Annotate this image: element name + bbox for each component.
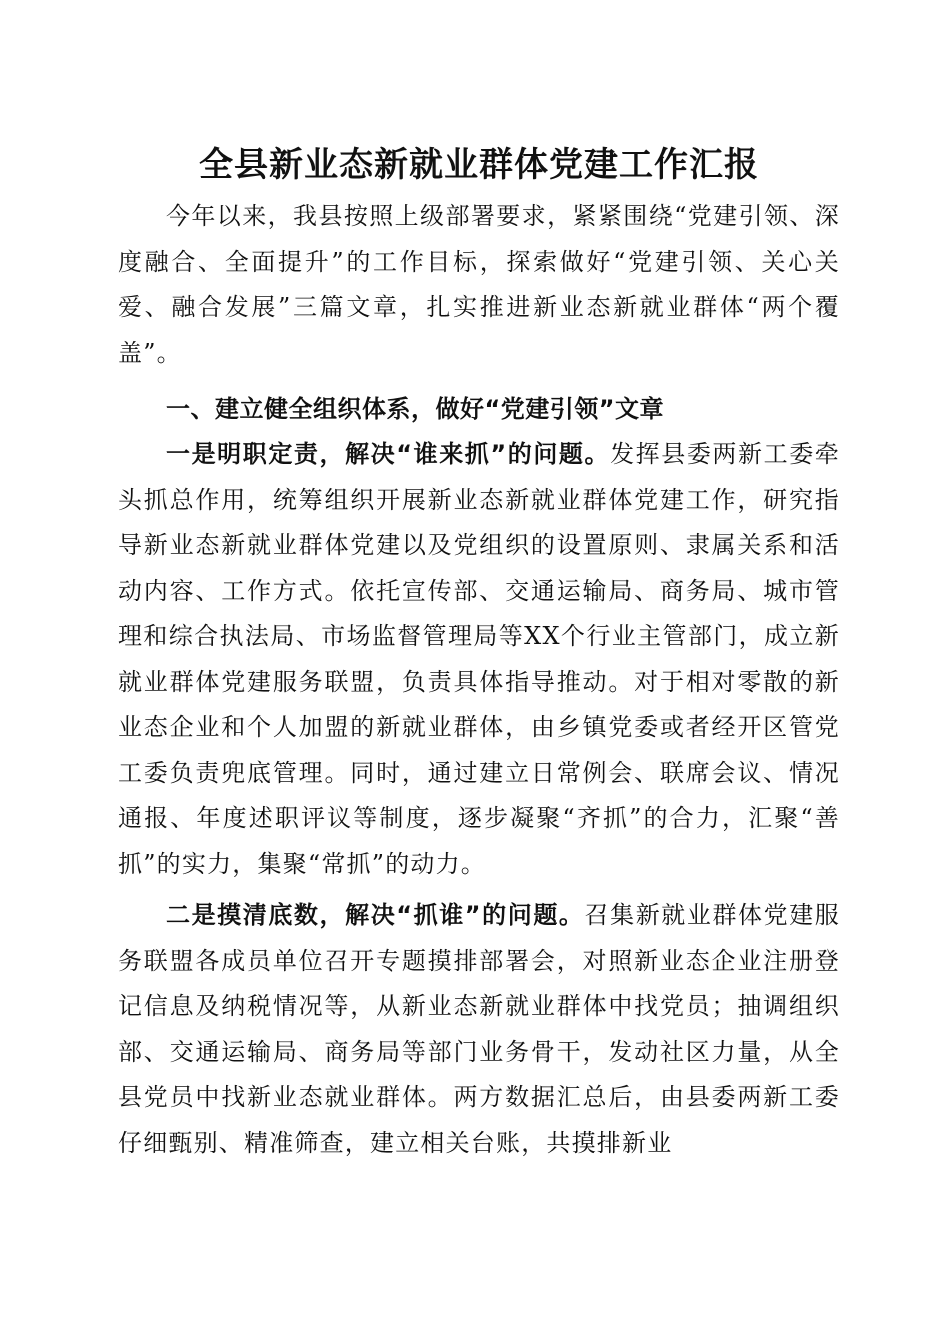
paragraph-text: 召集新就业群体党建服务联盟各成员单位召开专题摸排部署会，对照新业态企业注册登记信息及纳税情况等，从新业态新就业群体中找党员；抽调组织部、交通运输局、商务局等部门业务骨干，发动社区力量，从全县党员中找新业态就业群体。两方数据汇总后，由县委两新工委仔细甄别、精准筛查，建立相关台账，共摸排新业: [118, 901, 840, 1157]
spacer: [118, 376, 840, 382]
section-1-paragraph-1: [118, 432, 840, 887]
intro-paragraph: 今年以来，我县按照上级部署要求，紧紧围绕“党建引领、深度融合、全面提升”的工作目标，探索做好“党建引领、关心关爱、融合发展”三篇文章，扎实推进新业态新就业群体“两个覆盖”。: [118, 202, 840, 367]
document-title: 全县新业态新就业群体党建工作汇报: [199, 145, 759, 185]
paragraph-lead: 一是明职定责，解决“谁来抓”的问题。: [166, 440, 611, 468]
paragraph-lead: 二是摸清底数，解决“抓谁”的问题。: [166, 901, 585, 929]
section-1-paragraph-2: [118, 893, 840, 1166]
document-page: [118, 128, 840, 1166]
paragraph-text: 发挥县委两新工委牵头抓总作用，统筹组织开展新业态新就业群体党建工作，研究指导新业态新就业群体党建以及党组织的设置原则、隶属关系和活动内容、工作方式。依托宣传部、交通运输局、商务局、城市管理和综合执法局、市场监督管理局等XX个行业主管部门，成立新就业群体党建服务联盟，负责具体指导推动。对于相对零散的新业态企业和个人加盟的新就业群体，由乡镇党委或者经开区管党工委负责兜底管理。同时，通过建立日常例会、联席会议、情况通报、年度述职评议等制度，逐步凝聚“齐抓”的合力，汇聚“善抓”的实力，集聚“常抓”的动力。: [118, 440, 840, 878]
section-heading-1: 一、建立健全组织体系，做好“党建引领”文章: [166, 395, 665, 423]
